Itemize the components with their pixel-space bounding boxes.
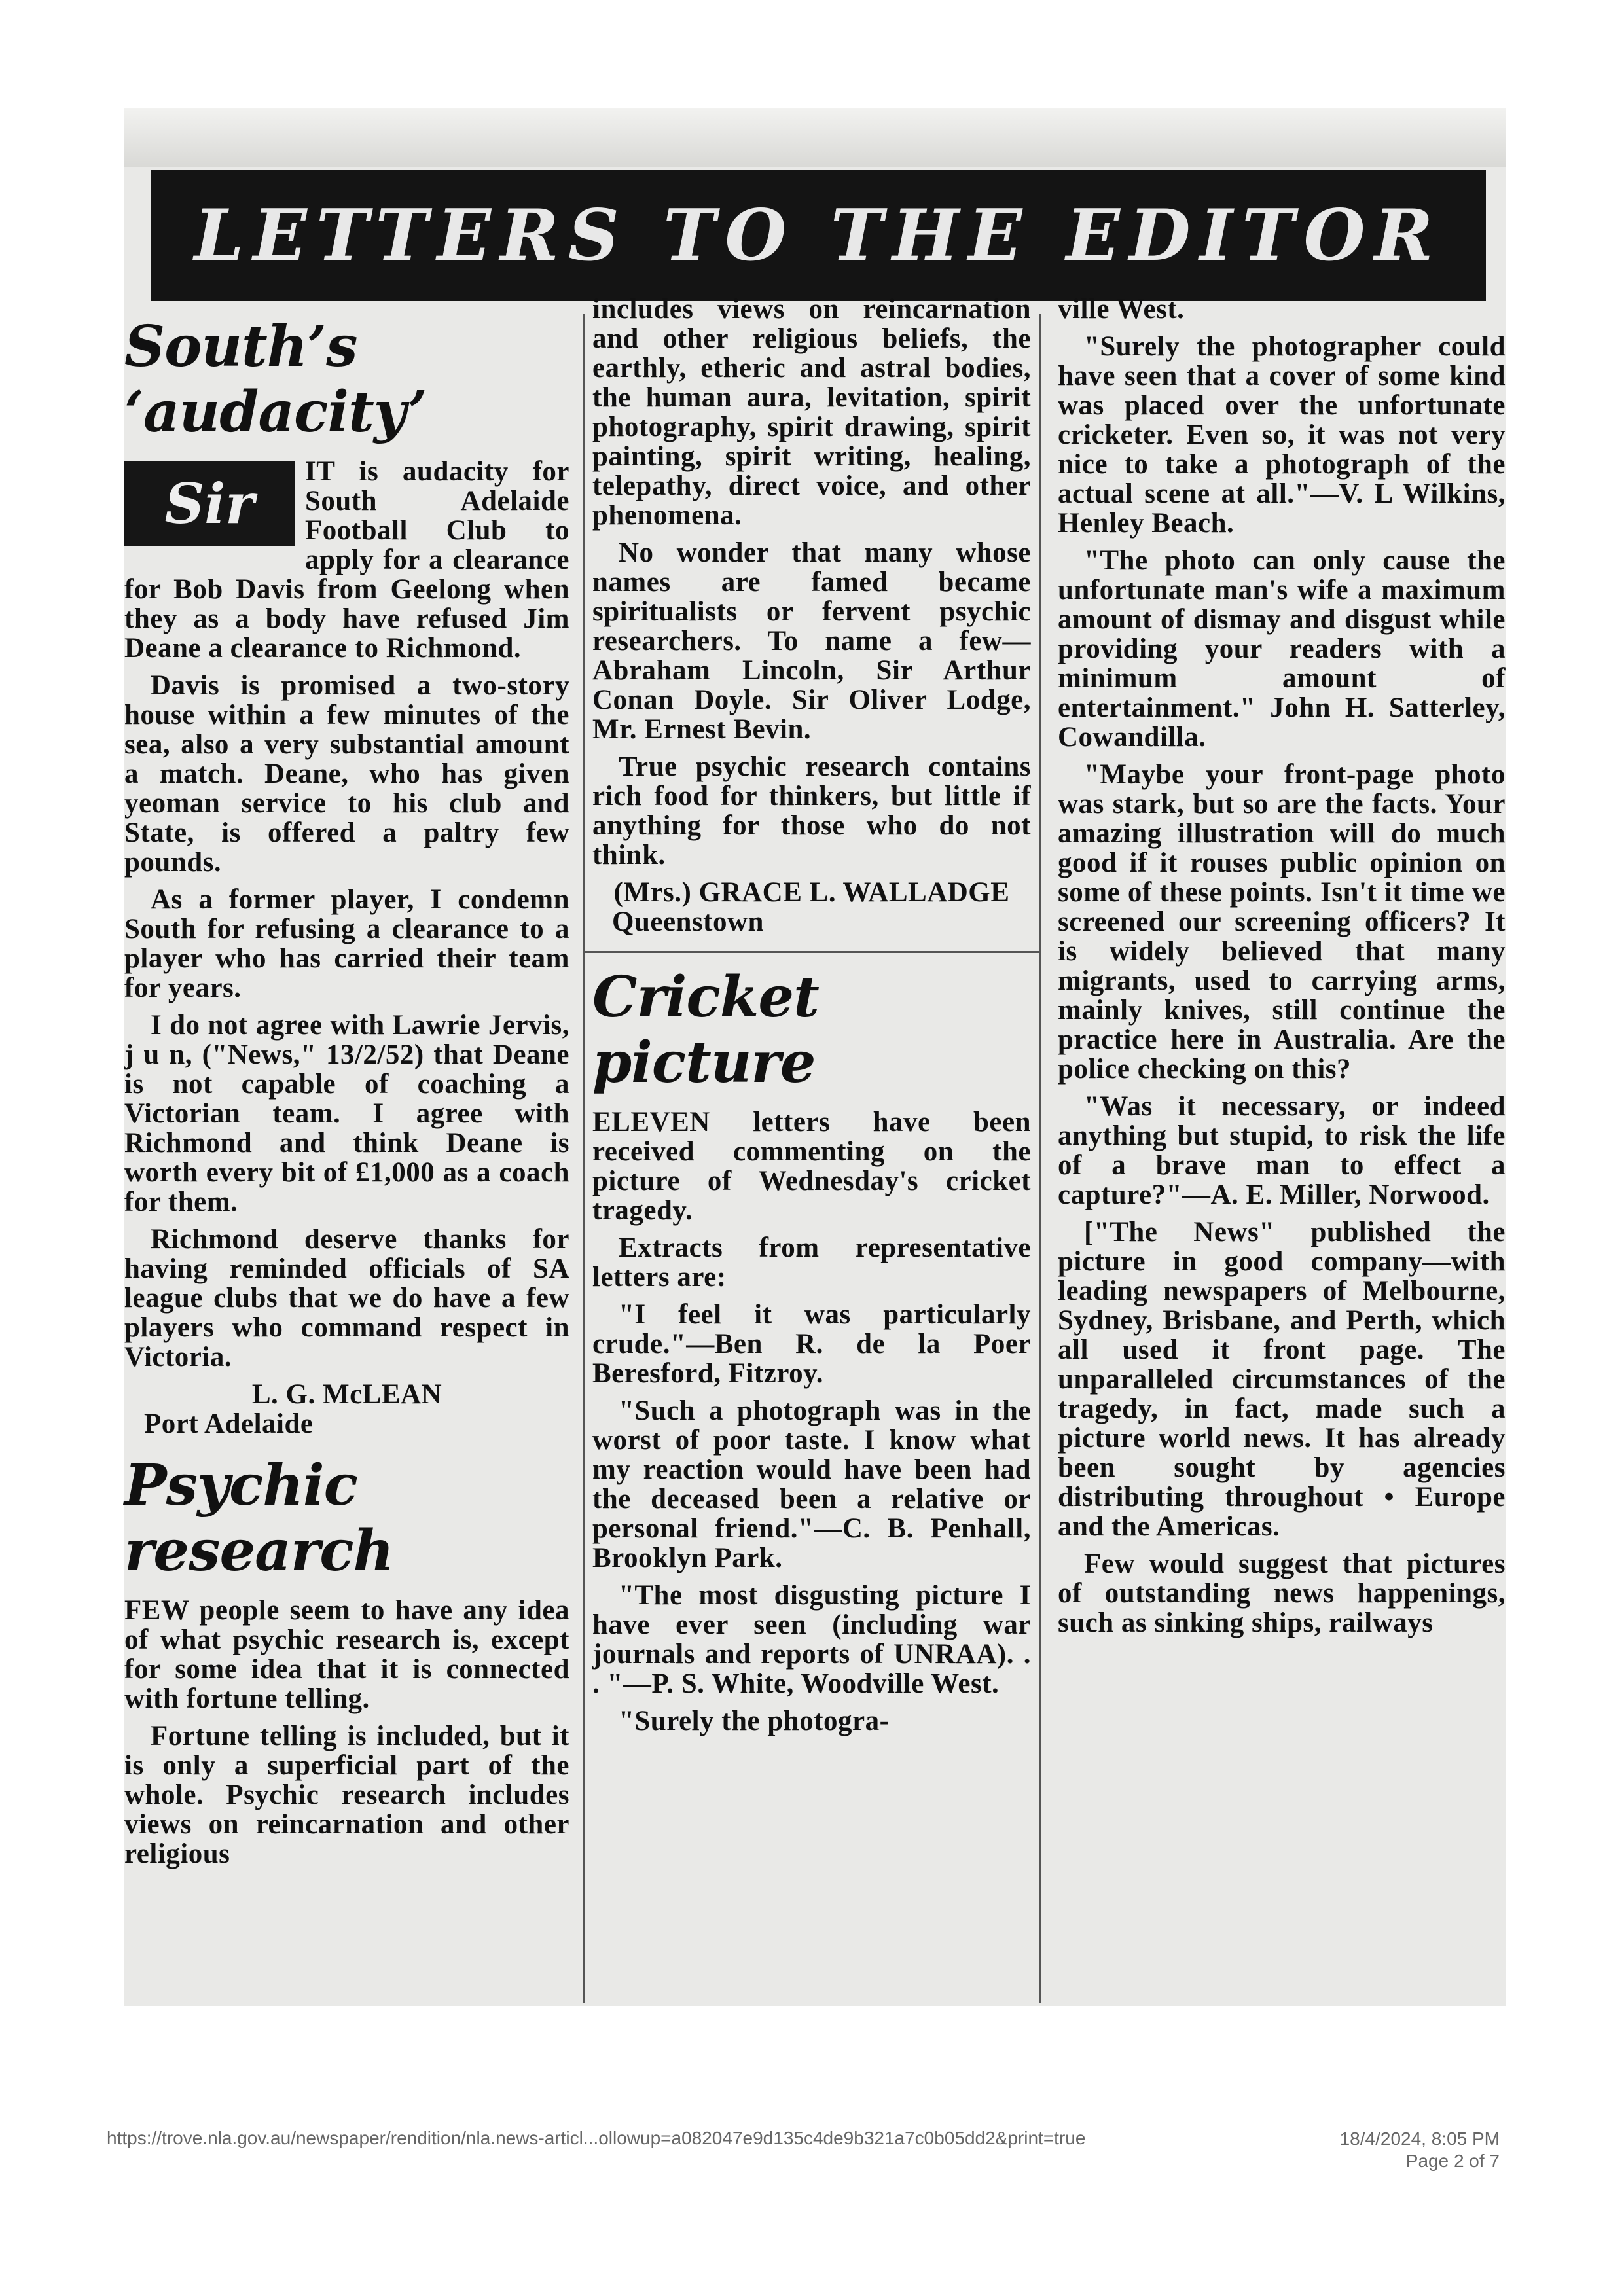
letter-paragraph: FEW people seem to have any idea of what psychic research is, except for some idea that it is connected with fortune telling. [124,1595,569,1714]
letter-paragraph: "Surely the photographer could have seen that a cover of some kind was placed over the unfortunate cricketer. Even so, it was not very nice to take a photograph of the actual scene at all."—V. L Wilkins, Henley Beach. [1058,331,1506,539]
signature-name: (Mrs.) GRACE L. WALLADGE [613,877,1010,908]
letter-paragraph: As a former player, I condemn South for refusing a clearance to a player who has carried their team for years. [124,884,569,1003]
column-2 [583,294,1041,2003]
column-3 [1047,294,1506,2003]
headline-cricket-picture: Cricket picture [592,964,819,1096]
letter-paragraph: Extracts from representative letters are: [592,1232,1031,1293]
letter-paragraph: ELEVEN letters have been received commenting on the picture of Wednesday's cricket tragedy. [592,1107,1031,1226]
banner-word: EDITOR [1066,194,1443,277]
signature-place: Port Adelaide [144,1408,314,1439]
letter-paragraph: "Was it necessary, or indeed anything but stupid, to risk the life of a brave man to effect a capture?"—A. E. Miller, Norwood. [1058,1091,1506,1210]
letter-paragraph: IT is audacity for South Adelaide Football Club to apply for a clearance for Bob Davis from Geelong when they as a body have refused Jim Deane a clearance to Richmond. [124,456,569,664]
footer-url: https://trove.nla.gov.au/newspaper/rendition/nla.news-articl...ollowup=a082047e9d135c4de9b321a7c0b05dd2&print=true [107,2128,1086,2148]
letter-paragraph: ville West. [1058,294,1185,325]
footer-meta [1340,2128,1500,2172]
sir-box: Sir [124,461,295,546]
letter-paragraph: Davis is promised a two-story house within a few minutes of the sea, also a very substantial amount a match. Deane, who has given yeoman service to his club and State, is offered a paltry few pounds. [124,670,569,878]
footer-page-number: Page 2 of 7 [1405,2151,1500,2171]
letter-opening [124,457,569,663]
letter-paragraph: "I feel it was particularly crude."—Ben R. de la Poer Beresford, Fitzroy. [592,1299,1031,1389]
signature-name: L. G. McLEAN [251,1379,442,1410]
headline-souths-audacity: South’s ‘audacity’ [124,314,427,445]
letter-paragraph: "The photo can only cause the unfortunate man's wife a maximum amount of dismay and disgust while providing your readers with a minimum amount of entertainment." John H. Satterley, Cowandilla. [1058,545,1506,753]
footer-datetime: 18/4/2024, 8:05 PM [1339,2128,1500,2149]
banner-word: THE [830,194,1032,277]
letter-paragraph: Few would suggest that pictures of outstanding news happenings, such as sinking ships, railways [1058,1549,1506,1638]
letter-paragraph: I do not agree with Lawrie Jervis, j u n, ("News," 13/2/52) that Deane is not capable of coaching a Victorian team. I agree with Richmond and think Deane is worth every bit of £1,000 as a coach for them. [124,1010,569,1217]
letter-paragraph: ["The News" published the picture in good company—with leading newspapers of Melbourne, Sydney, Brisbane, and Perth, which all used it front page. The unparalleled circumstances of the tragedy, in fact, made such a picture world news. It has already been sought by agencies distributing throughout • Europe and the Americas. [1058,1217,1506,1542]
column-1 [124,314,576,2003]
letter-paragraph: "Such a photograph was in the worst of poor taste. I know what my reaction would have been had the deceased been a relative or personal friend."—C. B. Penhall, Brooklyn Park. [592,1395,1031,1573]
letter-paragraph: "The most disgusting picture I have ever seen (including war journals and reports of UNRAA). . . "—P. S. White, Woodville West. [592,1580,1031,1699]
letter-paragraph: Richmond deserve thanks for having reminded officials of SA league clubs that we do have a few players who command respect in Victoria. [124,1224,569,1372]
section-banner [151,170,1486,301]
newspaper-clipping [124,108,1506,2006]
banner-word: LETTERS [194,194,628,277]
letter-paragraph: "Surely the photogra- [619,1706,890,1736]
letter-paragraph: "Maybe your front-page photo was stark, but so are the facts. Your amazing illustration will do much good if it rouses public opinion on some of these points. Isn't it time we screened our screening officers? It is widely believed that many migrants, used to carrying arms, mainly knives, still continue the practice here in Australia. Are the police checking on this? [1058,759,1506,1085]
headline-psychic-research: Psychic research [124,1452,394,1584]
letter-paragraph: No wonder that many whose names are famed became spiritualists or fervent psychic researchers. To name a few—Abraham Lincoln, Sir Arthur Conan Doyle. Sir Oliver Lodge, Mr. Ernest Bevin. [592,537,1031,745]
masthead-scrap [124,108,1506,167]
section-divider [585,951,1039,953]
letter-paragraph: True psychic research contains rich food for thinkers, but little if anything for those who do not think. [592,751,1031,870]
letter-paragraph: Fortune telling is included, but it is only a superficial part of the whole. Psychic research includes views on reincarnation and other religious [124,1721,569,1869]
letter-paragraph: includes views on reincarnation and other religious beliefs, the earthly, etheric and astral bodies, the human aura, levitation, spirit photography, spirit drawing, spirit painting, spirit writing, healing, telepathy, direct voice, and other phenomena. [592,294,1031,531]
banner-word: TO [663,194,796,277]
signature-place: Queenstown [612,906,764,937]
